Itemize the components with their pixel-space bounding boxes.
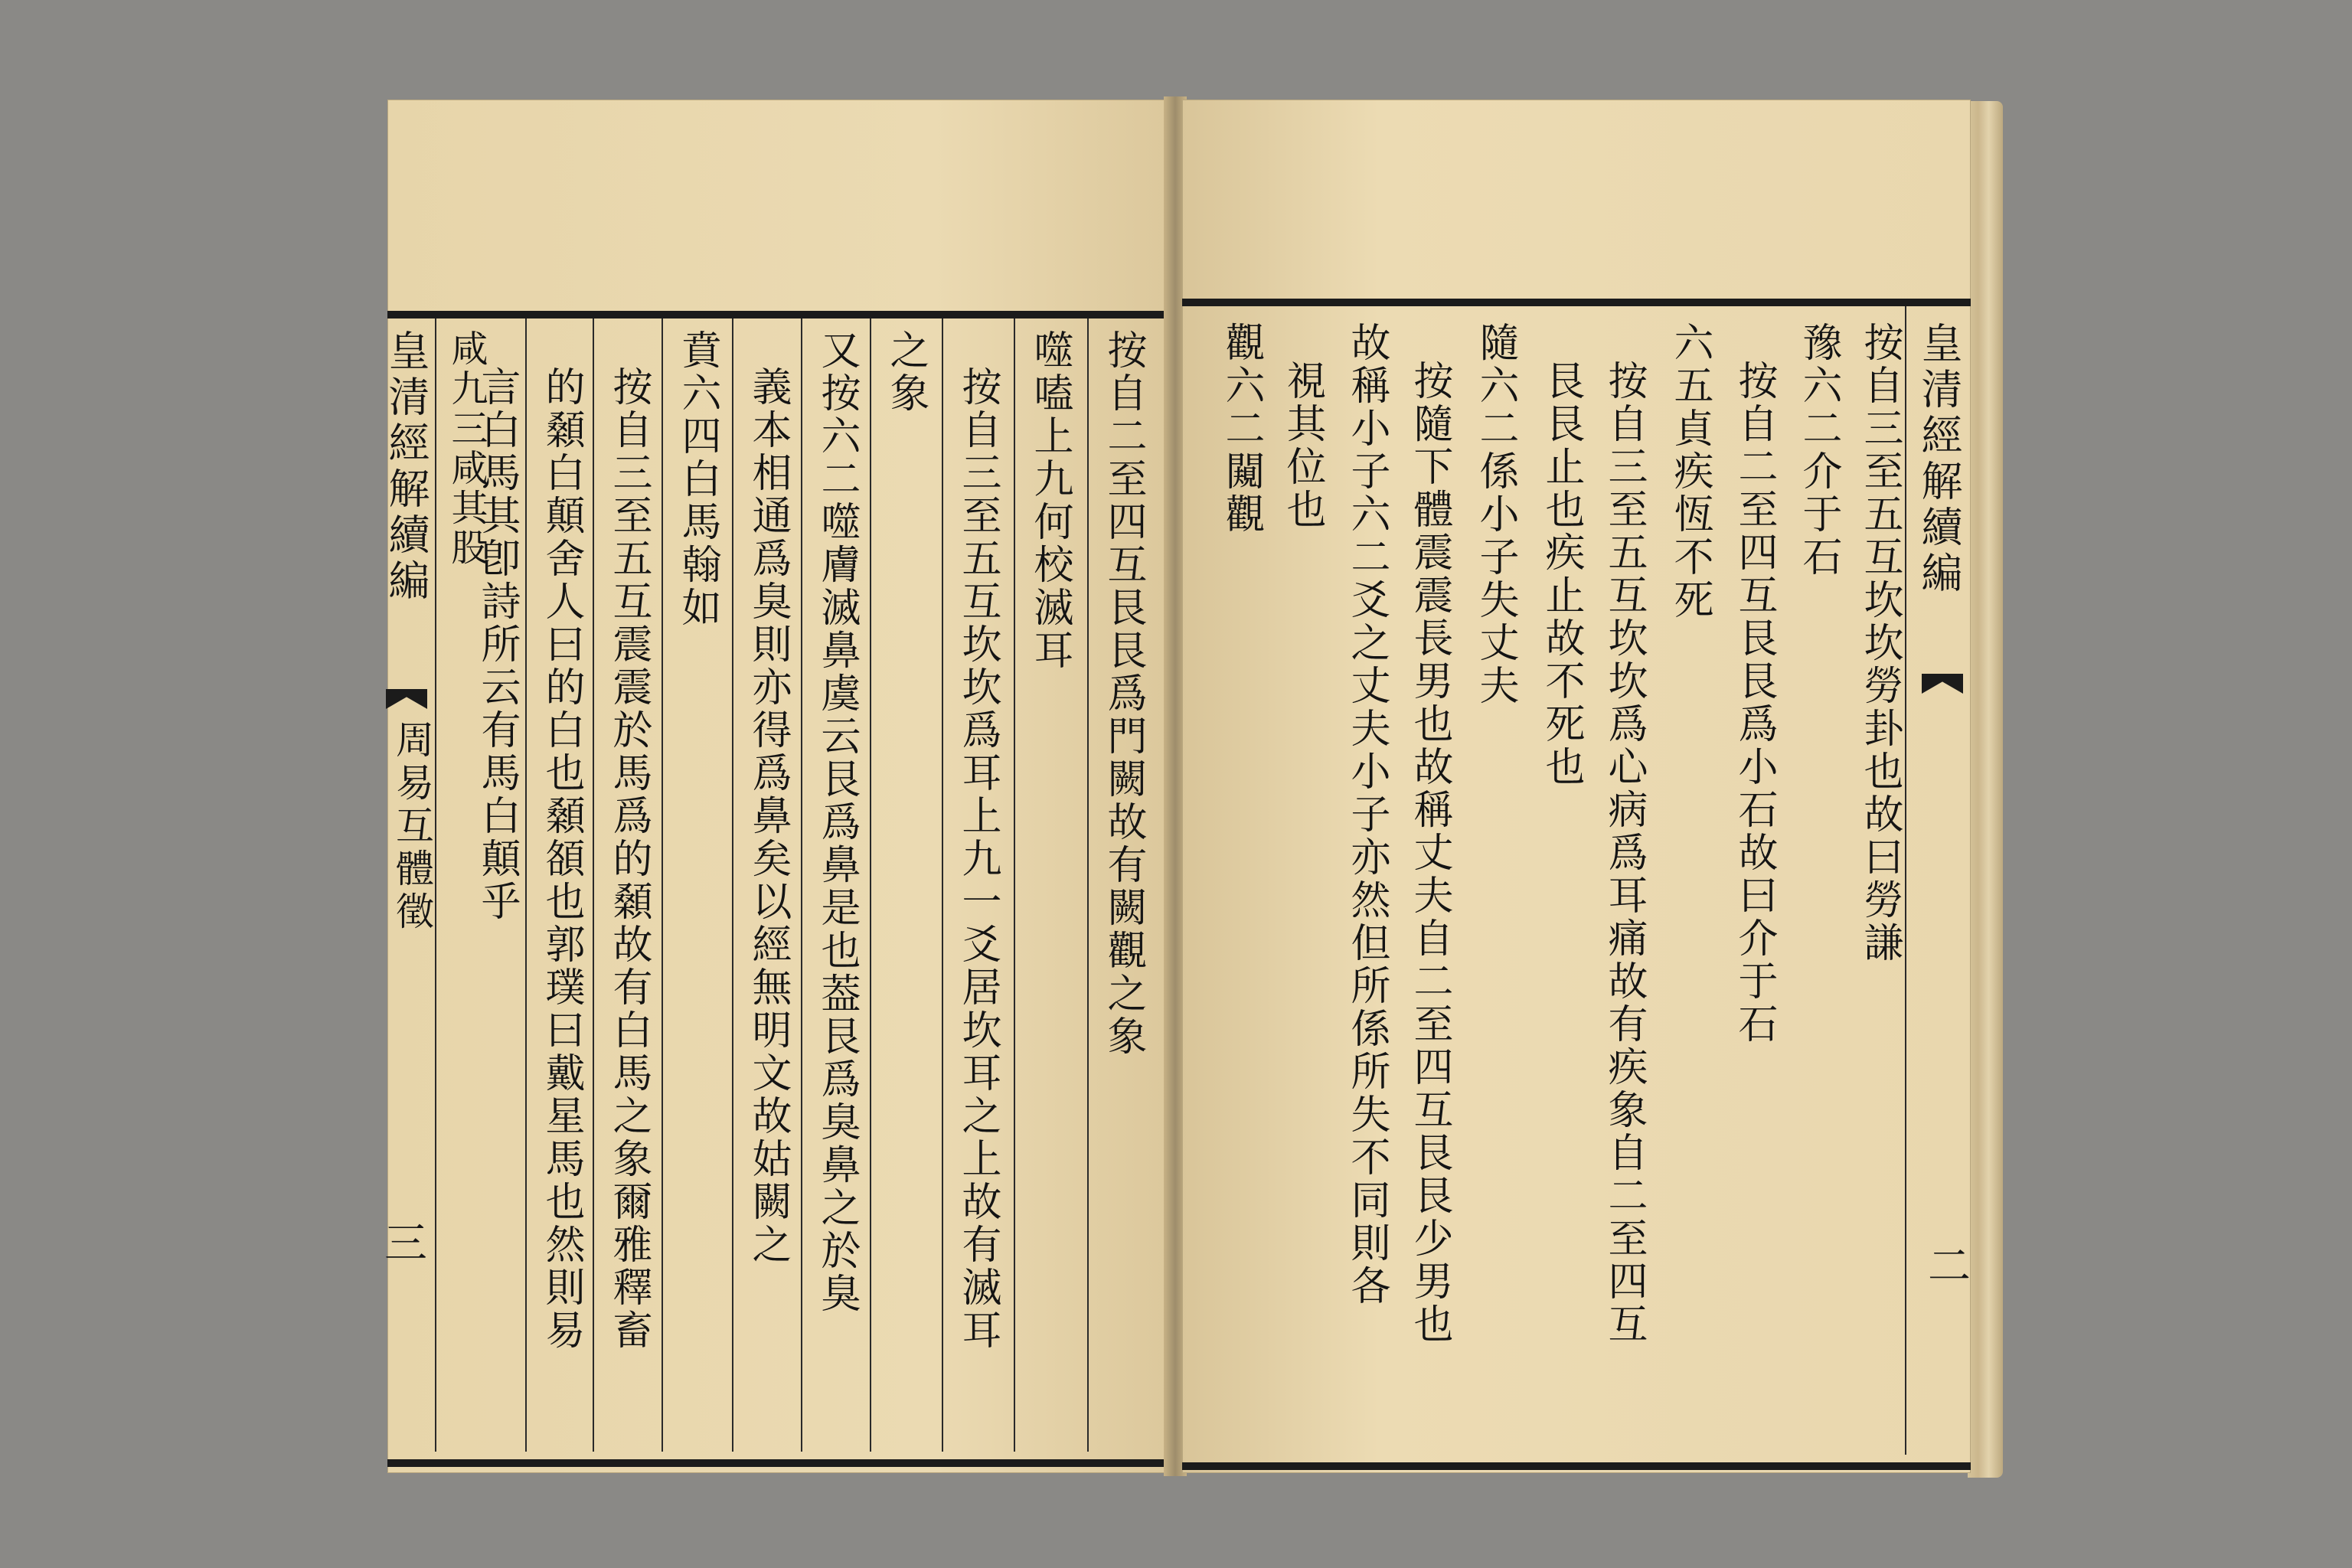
column-rule [732,318,733,1452]
column-rule [942,318,943,1452]
column-rule [801,318,802,1452]
column-rule [662,318,663,1452]
text-column: 按自三至五互坎坎爲耳上九一爻居坎耳之上故有滅耳 [955,366,1001,1352]
column-rule [593,318,594,1452]
text-column: 視其位也 [1279,360,1325,531]
text-column: 按自二至四互艮艮爲門闕故有闕觀之象 [1100,329,1146,1058]
text-column: 言白馬其卽詩所云有馬白顛乎 [474,366,520,923]
column-rule [435,318,436,1452]
page-number: 二 [1928,1242,1971,1292]
section-title: 周易互體徵 [390,720,434,934]
column-rule [870,318,871,1452]
text-column: 故稱小子六二爻之丈夫小子亦然但所係所失不同則各 [1344,322,1390,1308]
column-rule [525,318,527,1452]
text-column: 賁六四白馬翰如 [675,329,720,629]
column-rule [1014,318,1015,1452]
text-column: 按自二至四互艮艮爲小石故曰介于石 [1731,360,1777,1046]
text-column: 艮艮止也疾止故不死也 [1538,360,1584,789]
text-column: 豫六二介于石 [1795,322,1841,579]
text-column: 按自三至五互坎坎勞卦也故曰勞謙 [1857,322,1903,965]
right-page [1182,100,1971,1473]
text-column: 按隨下體震震長男也故稱丈夫自二至四互艮艮少男也 [1406,360,1452,1346]
text-column: 噬嗑上九何校滅耳 [1027,329,1073,672]
text-column: 隨六二係小子失丈夫 [1472,322,1518,707]
margin-title: 皇清經解續編 [1915,322,1963,597]
book-fore-edge [1968,101,2003,1478]
text-column: 咸九三咸其股 [445,329,488,568]
text-column: 觀六二闚觀 [1218,322,1264,536]
text-column: 六五貞疾恆不死 [1667,322,1713,622]
column-rule [1087,318,1089,1452]
text-column: 按自三至五互坎坎爲心病爲耳痛故有疾象自二至四互 [1601,360,1647,1346]
text-column: 之象 [883,329,929,415]
text-column: 義本相通爲臭則亦得爲鼻矣以經無明文故姑闕之 [745,366,791,1266]
margin-title: 皇清經解續編 [382,329,430,605]
text-column: 按自三至五互震震於馬爲的顙故有白馬之象爾雅釋畜 [606,366,652,1352]
column-rule [1905,306,1906,1455]
page-number: 三 [384,1219,427,1269]
text-column: 又按六二噬膚滅鼻虞云艮爲鼻是也葢艮爲臭鼻之於臭 [814,329,860,1315]
left-page [382,100,1168,1473]
text-column: 的顙白顛舍人曰的白也顙頟也郭璞曰戴星馬也然則易 [538,366,584,1352]
